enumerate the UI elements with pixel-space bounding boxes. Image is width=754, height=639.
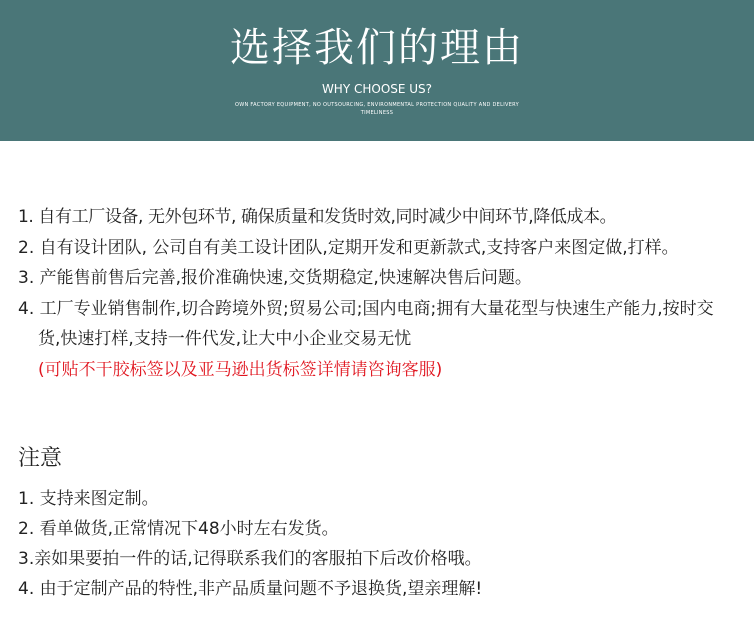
reason-item: 3. 产能售前售后完善,报价准确快速,交货期稳定,快速解决售后问题。: [18, 268, 532, 288]
label-notice-note: (可贴不干胶标签以及亚马逊出货标签详情请咨询客服): [38, 359, 443, 380]
notice-item: 3.亲如果要拍一件的话,记得联系我们的客服拍下后改价格哦。: [18, 549, 482, 569]
banner-title: 选择我们的理由: [230, 25, 524, 71]
notice-list: [18, 484, 748, 604]
banner-subtitle: WHY CHOOSE US?: [321, 82, 433, 96]
reason-item: 1. 自有工厂设备, 无外包环节, 确保质量和发货时效,同时减少中间环节,降低成本。: [18, 207, 617, 227]
reason-item-text: 4. 工厂专业销售制作,切合跨境外贸;贸易公司;国内电商;拥有大量花型与快速生产能力,按时交货,快速打样,支持一件代发,让大中小企业交易无忧: [18, 298, 714, 349]
notice-item: 4. 由于定制产品的特性,非产品质量问题不予退换货,望亲理解!: [18, 579, 483, 599]
reasons-list: [18, 202, 748, 385]
notice-item: 2. 看单做货,正常情况下48小时左右发货。: [18, 519, 339, 539]
header-banner: [0, 0, 754, 141]
reason-item: 2. 自有设计团队, 公司自有美工设计团队,定期开发和更新款式,支持客户来图定做,打样。: [18, 237, 679, 258]
banner-description: OWN FACTORY EQUIPMENT, NO OUTSOURCING, ENVIRONMENTAL PROTECTION QUALITY AND DELIVERY TIMELINESS: [235, 102, 519, 116]
notice-heading: 注意: [18, 446, 63, 471]
reason-item: [18, 294, 726, 386]
notice-item: 1. 支持来图定制。: [18, 489, 159, 509]
